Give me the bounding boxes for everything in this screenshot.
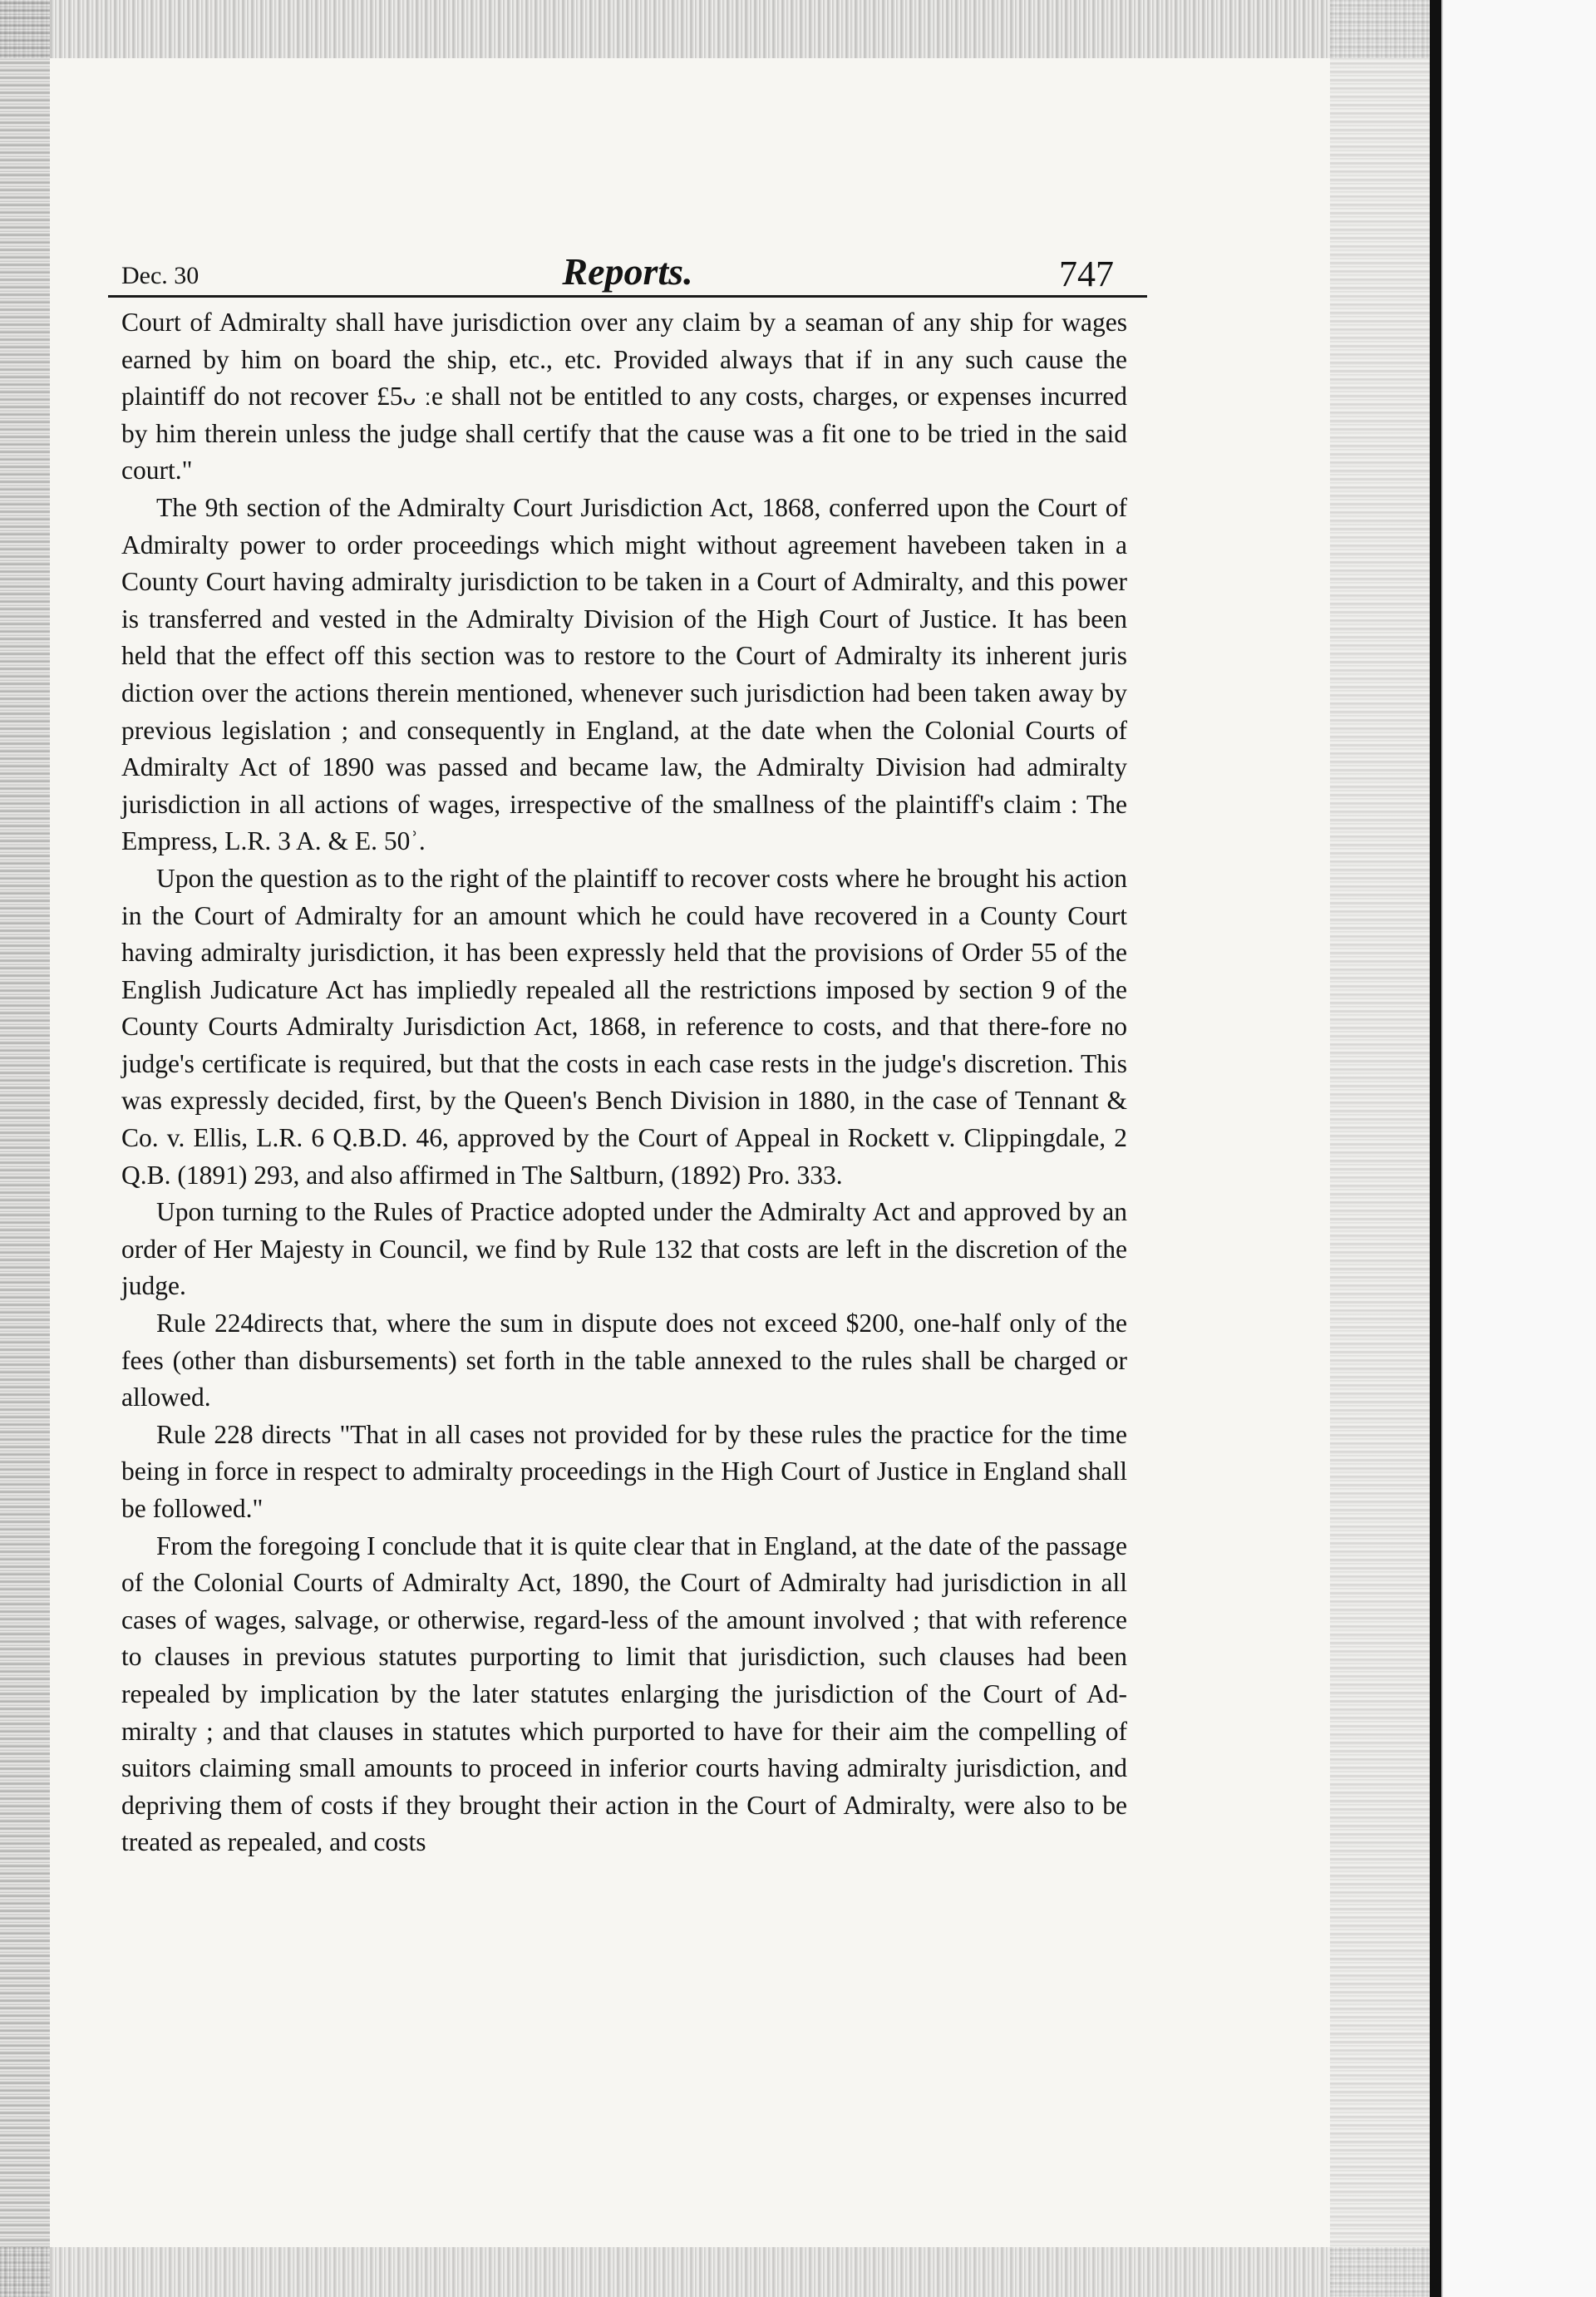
paragraph-4: Upon turning to the Rules of Practice adopted under the Admiralty Act and approved by an order of Her Majesty in Council, we find by Rule 132 that costs are left in the discretion of the judge. <box>121 1197 1127 1301</box>
paragraph-5: Rule 224directs that, where the sum in dispute does not exceed $200, one-half only of the fees (other than disbursements) set forth in the table annexed to the rules shall be charged or allowed. <box>121 1309 1127 1412</box>
adjacent-page-edge <box>1441 0 1596 2297</box>
document-page <box>108 237 1147 1861</box>
paragraph-2: The 9th section of the Admiralty Court Jurisdiction Act, 1868, conferred upon the Court of Admiralty power to order proceedings which might without agreement havebeen taken in a County Court having admiralty jurisdiction to be taken in a Court of Admiralty, and this power is transferred and vested in the Admiralty Division of the High Court of Justice. It has been held that the effect off this section was to restore to the Court of Admiralty its inherent juris diction over the actions therein mentioned, whenever such jurisdiction had been taken away by previous legislation ; and consequently in England, at the date when the Colonial Courts of Admiralty Act of 1890 was passed and became law, the Admiralty Division had admiralty jurisdiction in all actions of wages, irrespective of the smallness of the plaintiff's claim : The Empress, L.R. 3 A. & E. 50ʾ. <box>121 492 1127 856</box>
paragraph-1: Court of Admiralty shall have jurisdiction over any claim by a seaman of any ship for wages earned by him on board the ship, etc., etc. Provided always that if in any such cause the plaintiff do not recover £5ᴗ ːe shall not be entitled to any costs, charges, or expenses incurred by him therein unless the judge shall certify that the cause was a fit one to be tried in the said court." <box>121 308 1127 486</box>
page-gutter-shadow <box>1330 0 1430 2297</box>
running-header <box>108 237 1147 298</box>
header-title: Reports. <box>562 250 693 293</box>
header-date: Dec. 30 <box>121 262 200 289</box>
paragraph-6: Rule 228 directs "That in all cases not provided for by these rules the practice for the time being in force in respect to admiralty proceedings in the High Court of Justice in England shall be followed." <box>121 1419 1127 1523</box>
page-number: 747 <box>1059 254 1114 294</box>
book-binding-line <box>1430 0 1441 2297</box>
paragraph-7: From the foregoing I conclude that it is quite clear that in England, at the date of the passage of the Colonial Courts of Admiralty Act, 1890, the Court of Admiralty had jurisdiction in all cases of wages, salvage, or otherwise, regard-less of the amount involved ; that with reference to clauses in previous statutes purporting to limit that jurisdiction, such clauses had been repealed by implication by the later statutes enlarging the jurisdiction of the Court of Ad-miralty ; and that clauses in statutes which purported to have for their aim the compelling of suitors claiming small amounts to proceed in inferior courts having admiralty jurisdiction, and depriving them of costs if they brought their action in the Court of Admiralty, were also to be treated as repealed, and costs <box>121 1531 1127 1857</box>
scan-left-edge-noise <box>0 0 50 2297</box>
paragraph-3: Upon the question as to the right of the plaintiff to recover costs where he brought his action in the Court of Admiralty for an amount which he could have recovered in a County Court having admiralty jurisdiction, it has been expressly held that the provisions of Order 55 of the English Judicature Act has impliedly repealed all the restrictions imposed by section 9 of the County Courts Admiralty Jurisdiction Act, 1868, in reference to costs, and that there-fore no judge's certificate is required, but that the costs in each case rests in the judge's discretion. This was expressly decided, first, by the Queen's Bench Division in 1880, in the case of Tennant & Co. v. Ellis, L.R. 6 Q.B.D. 46, approved by the Court of Appeal in Rockett v. Clippingdale, 2 Q.B. (1891) 293, and also affirmed in The Saltburn, (1892) Pro. 333. <box>121 863 1127 1190</box>
body-text <box>108 304 1147 1861</box>
